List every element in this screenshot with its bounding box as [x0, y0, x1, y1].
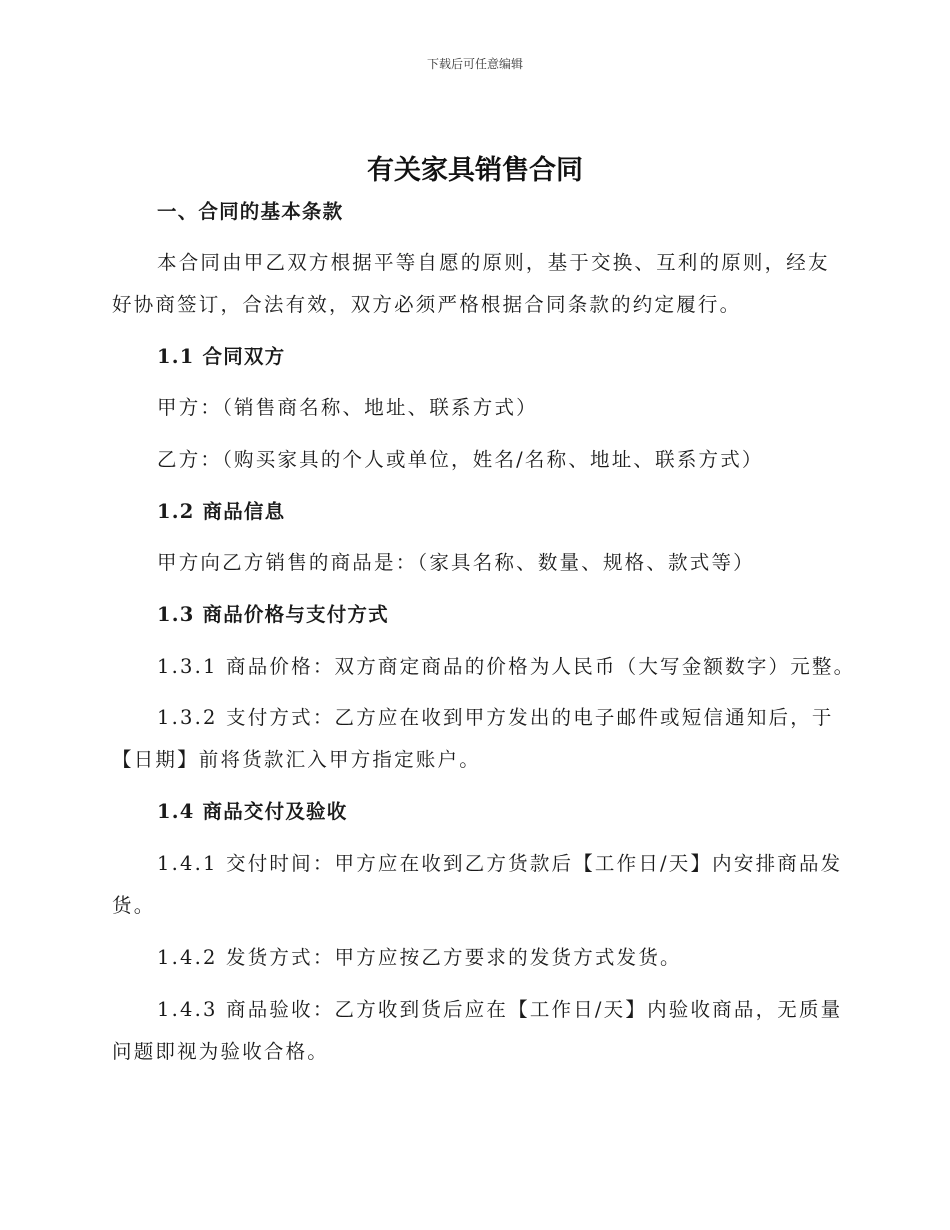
- price-line: 1.3.1 商品价格：双方商定商品的价格为人民币（大写金额数字）元整。: [157, 655, 856, 678]
- subsection-heading-price-payment: 1.3 商品价格与支付方式: [157, 603, 389, 626]
- subsection-heading-goods: 1.2 商品信息: [157, 500, 286, 523]
- party-b-line: 乙方：（购买家具的个人或单位，姓名/名称、地址、联系方式）: [157, 448, 764, 471]
- page-title: 有关家具销售合同: [367, 155, 583, 186]
- delivery-time-line: 1.4.1 交付时间：甲方应在收到乙方货款后【工作日/天】内安排商品发: [157, 852, 843, 875]
- acceptance-line: 1.4.3 商品验收：乙方收到货后应在【工作日/天】内验收商品，无质量: [157, 998, 843, 1021]
- paragraph-line: 好协商签订，合法有效，双方必须严格根据合同条款的约定履行。: [112, 293, 742, 316]
- party-a-line: 甲方：（销售商名称、地址、联系方式）: [157, 396, 538, 419]
- payment-line-cont: 【日期】前将货款汇入甲方指定账户。: [112, 748, 481, 771]
- subsection-heading-parties: 1.1 合同双方: [157, 345, 286, 368]
- payment-line: 1.3.2 支付方式：乙方应在收到甲方发出的电子邮件或短信通知后，于: [157, 706, 834, 729]
- subsection-heading-delivery: 1.4 商品交付及验收: [157, 800, 348, 823]
- shipping-method-line: 1.4.2 发货方式：甲方应按乙方要求的发货方式发货。: [157, 946, 682, 969]
- delivery-time-line-cont: 货。: [112, 894, 156, 917]
- header-note: 下载后可任意编辑: [426, 57, 523, 71]
- section-heading-basic-terms: 一、合同的基本条款: [157, 200, 344, 223]
- goods-line: 甲方向乙方销售的商品是：（家具名称、数量、规格、款式等）: [157, 551, 755, 574]
- acceptance-line-cont: 问题即视为验收合格。: [112, 1040, 330, 1063]
- paragraph-line: 本合同由甲乙双方根据平等自愿的原则，基于交换、互利的原则，经友: [157, 251, 830, 274]
